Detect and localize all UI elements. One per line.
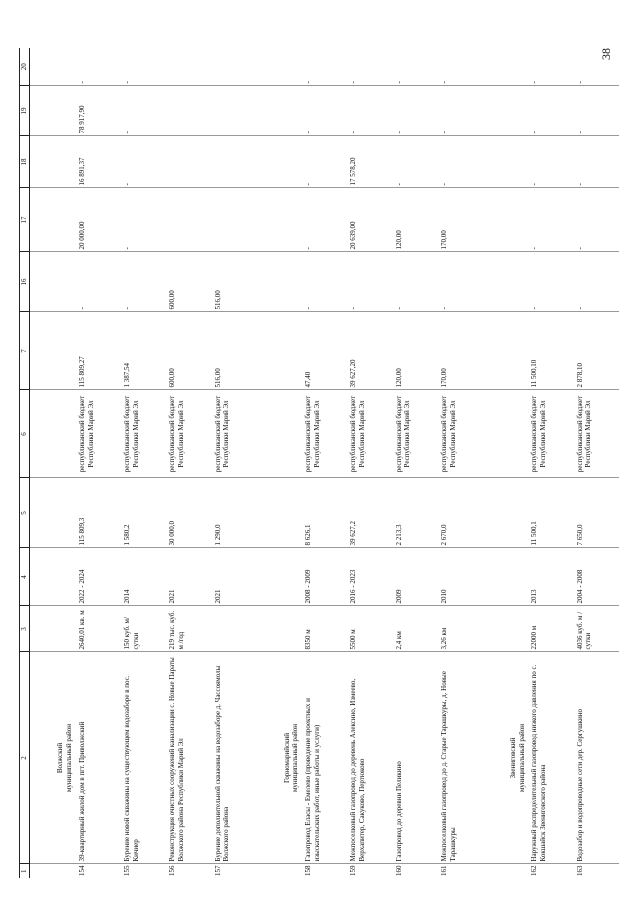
column-numbers-row — [20, 48, 30, 878]
funding-source-cell: республиканский бюджет Республики Марий Эл — [393, 390, 438, 478]
empty-cell — [483, 390, 528, 478]
funding-col-20-cell: - — [347, 48, 392, 86]
object-name-cell: Водозабор и водопроводные сети дер. Сергушкино — [574, 652, 619, 864]
section-title-cell — [30, 652, 76, 864]
funding-col-20-cell: - — [302, 48, 347, 86]
funding-col-17-cell — [166, 188, 211, 252]
row-number-cell: 163 — [575, 865, 584, 876]
table-row — [438, 48, 483, 878]
empty-cell — [483, 864, 528, 878]
funding-col-19-cell — [166, 86, 211, 136]
funding-amount-cell: 516,00 — [212, 312, 257, 390]
column-number-header: 2 — [20, 652, 30, 864]
empty-cell — [257, 548, 302, 606]
object-name-cell: Газопровод до деревни Пеликино — [393, 652, 438, 864]
funding-col-19-cell: 78 917,90 — [76, 86, 121, 136]
object-name-cell: Бурение дополнительной скважины на водозаборе д. Чассоямолы Волжского района — [212, 652, 257, 864]
object-name-cell: Бурение новой скважины на существующем водозаборе в пос. Кичиер — [121, 652, 166, 864]
funding-source-cell: республиканский бюджет Республики Марий Эл — [438, 390, 483, 478]
estimated-cost-cell: 1 290,0 — [212, 478, 257, 548]
object-name-cell: Наружный распределительный газопровод низкого давления по с. Кокшайск Звениговского района — [528, 652, 573, 864]
funding-source-cell: республиканский бюджет Республики Марий Эл — [76, 390, 121, 478]
capacity-cell: 5500 м — [347, 606, 392, 652]
funding-amount-cell: 600,00 — [166, 312, 211, 390]
empty-cell — [257, 48, 302, 86]
funding-source-cell: республиканский бюджет Республики Марий Эл — [574, 390, 619, 478]
funding-col-19-cell: - — [528, 86, 573, 136]
column-number-header: 19 — [20, 86, 30, 136]
table-row — [212, 48, 257, 878]
table-row — [528, 48, 573, 878]
estimated-cost-cell: 1 580,2 — [121, 478, 166, 548]
funding-col-16-cell: - — [76, 252, 121, 312]
capacity-cell: 8350 м — [302, 606, 347, 652]
empty-cell — [30, 478, 76, 548]
table-row — [347, 48, 392, 878]
funding-source-cell: республиканский бюджет Республики Марий Эл — [121, 390, 166, 478]
empty-cell — [257, 312, 302, 390]
funding-col-16-cell: 516,00 — [212, 252, 257, 312]
empty-cell — [257, 390, 302, 478]
estimated-cost-cell: 8 626,1 — [302, 478, 347, 548]
funding-col-16-cell: - — [347, 252, 392, 312]
capacity-cell — [212, 606, 257, 652]
funding-col-16-cell: - — [574, 252, 619, 312]
column-number-header: 16 — [20, 252, 30, 312]
section-title-cell — [483, 652, 528, 864]
funding-col-18-cell: - — [528, 136, 573, 188]
table-row — [302, 48, 347, 878]
build-period-cell: 2013 — [528, 548, 573, 606]
funding-col-16-cell: - — [302, 252, 347, 312]
funding-amount-cell: 39 627,20 — [347, 312, 392, 390]
funding-amount-cell: 115 809,27 — [76, 312, 121, 390]
funding-col-20-cell: - — [76, 48, 121, 86]
column-number-header: 5 — [20, 478, 30, 548]
column-number-header: 6 — [20, 390, 30, 478]
empty-cell — [257, 136, 302, 188]
row-number-cell: 156 — [168, 865, 177, 876]
capacity-cell: 22000 м — [528, 606, 573, 652]
column-number-header: 20 — [20, 48, 30, 86]
build-period-cell: 2010 — [438, 548, 483, 606]
build-period-cell: 2004 - 2008 — [574, 548, 619, 606]
estimated-cost-cell: 30 000,0 — [166, 478, 211, 548]
funding-col-19-cell: - — [393, 86, 438, 136]
funding-col-20-cell: - — [121, 48, 166, 86]
table-row — [166, 48, 211, 878]
empty-cell — [257, 188, 302, 252]
empty-cell — [483, 188, 528, 252]
empty-cell — [483, 312, 528, 390]
funding-col-16-cell: - — [121, 252, 166, 312]
capacity-cell: 2,4 км — [393, 606, 438, 652]
table-body — [30, 48, 620, 878]
section-header-row — [257, 48, 302, 878]
funding-amount-cell: 1 387,54 — [121, 312, 166, 390]
funding-col-17-cell: - — [574, 188, 619, 252]
section-header-row — [483, 48, 528, 878]
funding-col-20-cell: - — [574, 48, 619, 86]
empty-cell — [30, 48, 76, 86]
funding-col-18-cell: - — [393, 136, 438, 188]
funding-col-19-cell: - — [438, 86, 483, 136]
empty-cell — [483, 86, 528, 136]
funding-col-18-cell — [166, 136, 211, 188]
funding-source-cell: республиканский бюджет Республики Марий Эл — [347, 390, 392, 478]
capacity-cell: 3,26 км — [438, 606, 483, 652]
funding-col-18-cell — [212, 136, 257, 188]
empty-cell — [30, 312, 76, 390]
row-number-cell: 161 — [439, 865, 448, 876]
column-number-header: 7 — [20, 312, 30, 390]
capacity-cell: 150 куб. м/ сутки — [121, 606, 166, 652]
funding-col-19-cell: - — [574, 86, 619, 136]
funding-col-17-cell: - — [121, 188, 166, 252]
funding-col-17-cell: - — [302, 188, 347, 252]
estimated-cost-cell: 2 213,3 — [393, 478, 438, 548]
funding-amount-cell: 11 500,10 — [528, 312, 573, 390]
funding-col-18-cell: 16 891,37 — [76, 136, 121, 188]
funding-col-20-cell — [166, 48, 211, 86]
empty-cell — [30, 390, 76, 478]
funding-col-18-cell: - — [438, 136, 483, 188]
funding-col-19-cell: - — [302, 86, 347, 136]
empty-cell — [30, 136, 76, 188]
capacity-cell: 2640,01 кв. м — [76, 606, 121, 652]
funding-col-17-cell: 120,00 — [393, 188, 438, 252]
column-number-header: 4 — [20, 548, 30, 606]
funding-col-16-cell: - — [438, 252, 483, 312]
empty-cell — [483, 478, 528, 548]
empty-cell — [257, 252, 302, 312]
funding-col-18-cell: 17 578,20 — [347, 136, 392, 188]
funding-amount-cell: 47,40 — [302, 312, 347, 390]
table-row — [121, 48, 166, 878]
section-title: Горномарийский муниципальный район — [282, 723, 300, 793]
funding-source-cell: республиканский бюджет Республики Марий Эл — [302, 390, 347, 478]
object-name-cell: Реконструкция очистных сооружений канализации с. Новые Параты Волжского района Республики Марий Эл — [166, 652, 211, 864]
estimated-cost-cell: 2 670,0 — [438, 478, 483, 548]
build-period-cell: 2009 — [393, 548, 438, 606]
empty-cell — [257, 606, 302, 652]
table-row — [393, 48, 438, 878]
empty-cell — [30, 188, 76, 252]
build-period-cell: 2016 - 2023 — [347, 548, 392, 606]
estimated-cost-cell: 115 809,3 — [76, 478, 121, 548]
empty-cell — [30, 86, 76, 136]
funding-col-18-cell: - — [574, 136, 619, 188]
build-period-cell: 2014 — [121, 548, 166, 606]
column-number-header: 17 — [20, 188, 30, 252]
empty-cell — [257, 478, 302, 548]
build-period-cell: 2021 — [212, 548, 257, 606]
section-title: Звениговский муниципальный район — [508, 723, 526, 793]
column-number-header: 18 — [20, 136, 30, 188]
empty-cell — [257, 86, 302, 136]
empty-cell — [30, 548, 76, 606]
section-header-row — [30, 48, 76, 878]
funding-source-cell: республиканский бюджет Республики Марий Эл — [212, 390, 257, 478]
empty-cell — [30, 606, 76, 652]
row-number-cell: 162 — [530, 865, 539, 876]
object-name-cell: Межпоселковый газопровод до д. Старые Тарашкуры, д. Новые Тарашкуры — [438, 652, 483, 864]
funding-col-19-cell: - — [347, 86, 392, 136]
funding-source-cell: республиканский бюджет Республики Марий Эл — [166, 390, 211, 478]
empty-cell — [483, 136, 528, 188]
funding-col-17-cell: - — [528, 188, 573, 252]
funding-col-18-cell: - — [302, 136, 347, 188]
empty-cell — [30, 252, 76, 312]
funding-col-17-cell — [212, 188, 257, 252]
capacity-cell: 4036 куб. м / сутки — [574, 606, 619, 652]
build-period-cell: 2022 - 2024 — [76, 548, 121, 606]
funding-amount-cell: 170,00 — [438, 312, 483, 390]
row-number-cell: 158 — [304, 865, 313, 876]
object-name-cell: Межпоселковый газопровод до деревень Алексино, Измеево, Верхапитер, Сакуково, Пертюково — [347, 652, 392, 864]
funding-col-20-cell: - — [393, 48, 438, 86]
build-period-cell: 2008 - 2009 — [302, 548, 347, 606]
estimated-cost-cell: 11 500,1 — [528, 478, 573, 548]
estimated-cost-cell: 7 650,0 — [574, 478, 619, 548]
row-number-cell: 155 — [123, 865, 132, 876]
empty-cell — [257, 864, 302, 878]
empty-cell — [483, 606, 528, 652]
rotated-table-wrapper — [19, 20, 619, 878]
estimated-cost-cell: 39 627,2 — [347, 478, 392, 548]
section-title: Волжский муниципальный район — [56, 723, 74, 793]
funding-col-16-cell: 600,00 — [166, 252, 211, 312]
empty-cell — [483, 48, 528, 86]
row-number-cell: 160 — [394, 865, 403, 876]
table-row — [76, 48, 121, 878]
funding-source-cell: республиканский бюджет Республики Марий Эл — [528, 390, 573, 478]
funding-col-18-cell: - — [121, 136, 166, 188]
capacity-cell: 219 тыс. куб. м /год — [166, 606, 211, 652]
column-number-header: 1 — [20, 864, 30, 878]
empty-cell — [483, 252, 528, 312]
funding-amount-cell: 2 878,10 — [574, 312, 619, 390]
column-number-header: 3 — [20, 606, 30, 652]
funding-col-17-cell: 20 000,00 — [76, 188, 121, 252]
funding-col-17-cell: 170,00 — [438, 188, 483, 252]
table-row — [574, 48, 619, 878]
funding-col-16-cell: - — [393, 252, 438, 312]
funding-col-20-cell: - — [528, 48, 573, 86]
funding-col-19-cell: - — [121, 86, 166, 136]
funding-col-20-cell — [212, 48, 257, 86]
row-number-cell: 154 — [77, 865, 86, 876]
funding-col-17-cell: 20 639,00 — [347, 188, 392, 252]
budget-table — [19, 48, 619, 878]
page-number: 38 — [599, 48, 613, 60]
section-title-cell — [257, 652, 302, 864]
object-name-cell: Газопровод Еласы - Емелево (проведение проектных и изыскательских работ, иные работы и услуги) — [302, 652, 347, 864]
empty-cell — [483, 548, 528, 606]
funding-col-16-cell: - — [528, 252, 573, 312]
funding-col-19-cell — [212, 86, 257, 136]
funding-col-20-cell: - — [438, 48, 483, 86]
empty-cell — [30, 864, 76, 878]
row-number-cell: 157 — [213, 865, 222, 876]
row-number-cell: 159 — [349, 865, 358, 876]
build-period-cell: 2021 — [166, 548, 211, 606]
object-name-cell: 39-квартирный жилой дом в пгт. Приволжский — [76, 652, 121, 864]
funding-amount-cell: 120,00 — [393, 312, 438, 390]
